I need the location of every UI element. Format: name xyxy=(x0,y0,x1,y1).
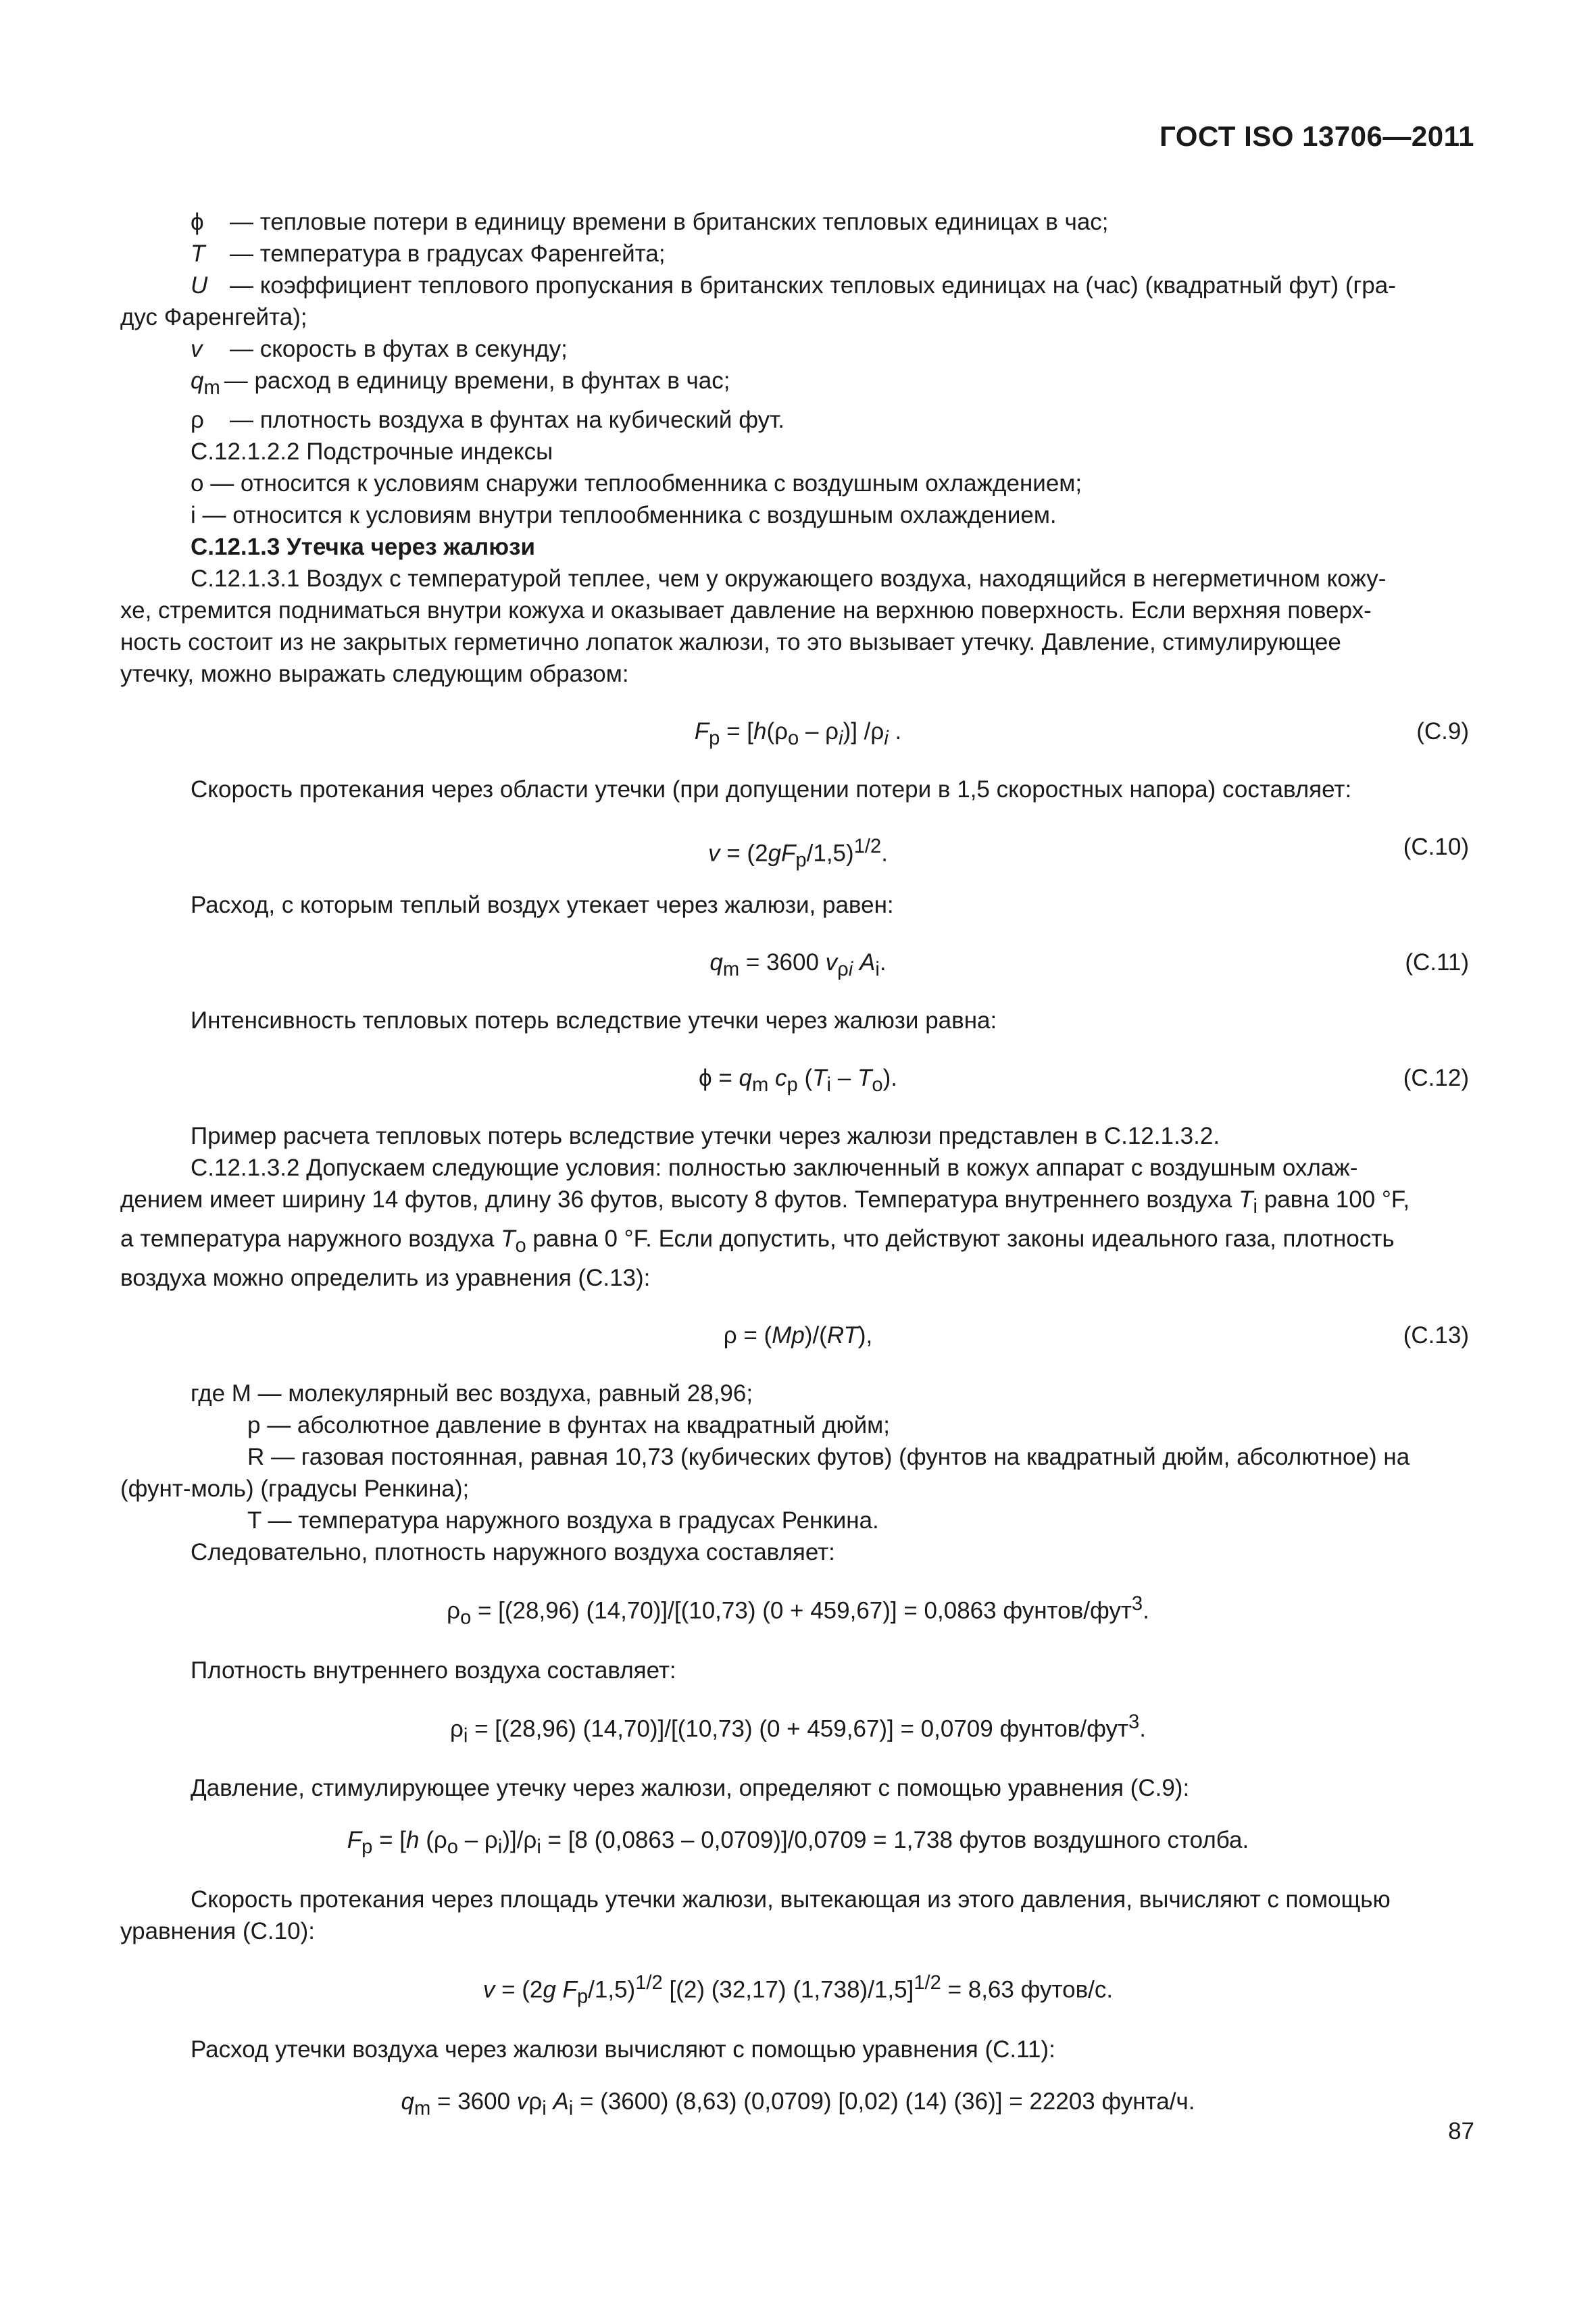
definition-rho: ρ — плотность воздуха в фунтах на кубический фут. xyxy=(191,407,784,433)
paragraph-line: Пример расчета тепловых потерь вследствие утечки через жалюзи представлен в С.12.1.3.2. xyxy=(191,1123,1220,1149)
paragraph-line: Расход утечки воздуха через жалюзи вычисляют с помощью уравнения (С.11): xyxy=(191,2036,1055,2063)
calc-pressure: $F_p = [h$ $(\rho_o - \rho_i)]/\rho_i = [8$ (0,0863 – 0,0709)]/0,0709 = 1,738 футов воздушного столба. xyxy=(347,1827,1249,1859)
definition-qm: $q_m$ — расход в единицу времени, в фунтах в час; xyxy=(191,368,730,399)
document-header: ГОСТ ISO 13706—2011 xyxy=(1159,120,1474,152)
paragraph-line: уравнения (С.10): xyxy=(120,1918,315,1945)
equation-c9 xyxy=(120,710,1476,753)
calc-rho-inside: $\rho_i = [(28,96)$ (14,70)]/[(10,73) (0 + 459,67)] = 0,0709 фунтов/фут$^3$. xyxy=(450,1711,1146,1747)
subscripts-heading: С.12.1.2.2 Подстрочные индексы xyxy=(191,438,553,465)
paragraph-line: хе, стремится подниматься внутри кожуха и оказывает давление на верхнюю поверхность. Если верхняя поверх- xyxy=(120,597,1372,624)
page-number: 87 xyxy=(1448,2118,1474,2144)
equation-number: (С.11) xyxy=(1405,949,1469,976)
equation-formula: ρ = (Mp)/(RT), xyxy=(723,1322,873,1349)
paragraph-line: С.12.1.3.2 Допускаем следующие условия: полностью заключенный в кожух аппарат с воздушным охлаж- xyxy=(191,1155,1358,1181)
paragraph-line: утечку, можно выражать следующим образом: xyxy=(120,661,629,687)
equation-number: (С.10) xyxy=(1403,834,1469,860)
subscript-o: о — относится к условиям снаружи теплообменника с воздушным охлаждением; xyxy=(191,470,1082,497)
paragraph-line: Давление, стимулирующее утечку через жалюзи, определяют с помощью уравнения (С.9): xyxy=(191,1775,1190,1802)
subscript-i: i — относится к условиям внутри теплообменника с воздушным охлаждением. xyxy=(191,502,1057,528)
equation-number: (С.12) xyxy=(1403,1065,1469,1091)
equation-c10 xyxy=(120,826,1476,872)
paragraph-line: Интенсивность тепловых потерь вследствие утечки через жалюзи равна: xyxy=(191,1007,997,1034)
equation-c11 xyxy=(120,941,1476,984)
definition-phi: ϕ — тепловые потери в единицу времени в британских тепловых единицах в час; xyxy=(191,209,1109,235)
paragraph-line: С.12.1.3.1 Воздух с температурой теплее, чем у окружающего воздуха, находящийся в негерметичном кожу- xyxy=(191,565,1387,592)
equation-formula: $v = (2gF_p/1,5)^{1/2}$. xyxy=(708,836,888,872)
paragraph-line: Скорость протекания через площадь утечки жалюзи, вытекающая из этого давления, вычисляют с помощью xyxy=(191,1886,1391,1913)
paragraph-line: Расход, с которым теплый воздух утекает через жалюзи, равен: xyxy=(191,892,894,918)
section-heading: С.12.1.3 Утечка через жалюзи xyxy=(191,534,536,560)
equation-c12 xyxy=(120,1057,1476,1100)
calc-velocity: v = (2g $F_p/1,5)^{1/2}$ [(2) (32,17) (1,738)/1,5]$^{1/2}$ = 8,63 футов/с. xyxy=(482,1972,1114,2008)
where-item-M: где M — молекулярный вес воздуха, равный 28,96; xyxy=(191,1380,753,1407)
equation-number: (С.9) xyxy=(1416,718,1469,745)
paragraph-line: ность состоит из не закрытых герметично лопаток жалюзи, то это вызывает утечку. Давление, стимулирующее xyxy=(120,629,1341,655)
equation-formula: $\phi = q_m$ $c_p$ $(T_i - T_o)$. xyxy=(699,1065,897,1096)
where-item-R-continued: (фунт-моль) (градусы Ренкина); xyxy=(120,1476,470,1502)
calc-rho-outside: $\rho_o = [(28,96)$ (14,70)]/[(10,73) (0 + 459,67)] = 0,0863 фунтов/фут$^3$. xyxy=(447,1593,1149,1629)
where-item-T: T — температура наружного воздуха в градусах Ренкина. xyxy=(247,1507,879,1534)
definition-T: T — температура в градусах Фаренгейта; xyxy=(191,241,666,267)
paragraph-line: а температура наружного воздуха $T_o$ равна 0 °F. Если допустить, что действуют законы идеального газа, плотность xyxy=(120,1226,1395,1257)
definition-v: v — скорость в футах в секунду; xyxy=(191,336,568,362)
page-body xyxy=(120,206,1476,2145)
equation-number: (С.13) xyxy=(1403,1322,1469,1349)
where-item-p: p — абсолютное давление в фунтах на квадратный дюйм; xyxy=(247,1412,890,1438)
definition-U: U — коэффициент теплового пропускания в британских тепловых единицах на (час) (квадратный фут) (гра- xyxy=(191,272,1396,299)
paragraph-line: воздуха можно определить из уравнения (С.13): xyxy=(120,1265,651,1291)
equation-formula: $q_m = 3600$ $v_{\rho i}$ $A_i$. xyxy=(709,949,887,980)
paragraph-line: Плотность внутреннего воздуха составляет: xyxy=(191,1657,676,1684)
equation-c13 xyxy=(120,1314,1476,1357)
paragraph-line: Скорость протекания через области утечки (при допущении потери в 1,5 скоростных напора) составляет: xyxy=(191,776,1352,803)
paragraph-line: Следовательно, плотность наружного воздуха составляет: xyxy=(191,1539,835,1565)
equation-formula: $F_p = [h(\rho_o - \rho_i)]$ $/\rho_i$ . xyxy=(694,718,902,749)
paragraph-line: дением имеет ширину 14 футов, длину 36 футов, высоту 8 футов. Температура внутреннего воздуха $T_i$ равна 100 °F, xyxy=(120,1186,1410,1217)
where-item-R: R — газовая постоянная, равная 10,73 (кубических футов) (фунтов на квадратный дюйм, абсолютное) на xyxy=(247,1444,1410,1470)
definition-U-continued: дус Фаренгейта); xyxy=(120,304,307,330)
calc-flow: $q_m = 3600$ $v\rho_i$ $A_i = (3600)$ (8,63) (0,0709) [0,02) (14) (36)] = 22203 фунта/ч. xyxy=(401,2088,1195,2119)
